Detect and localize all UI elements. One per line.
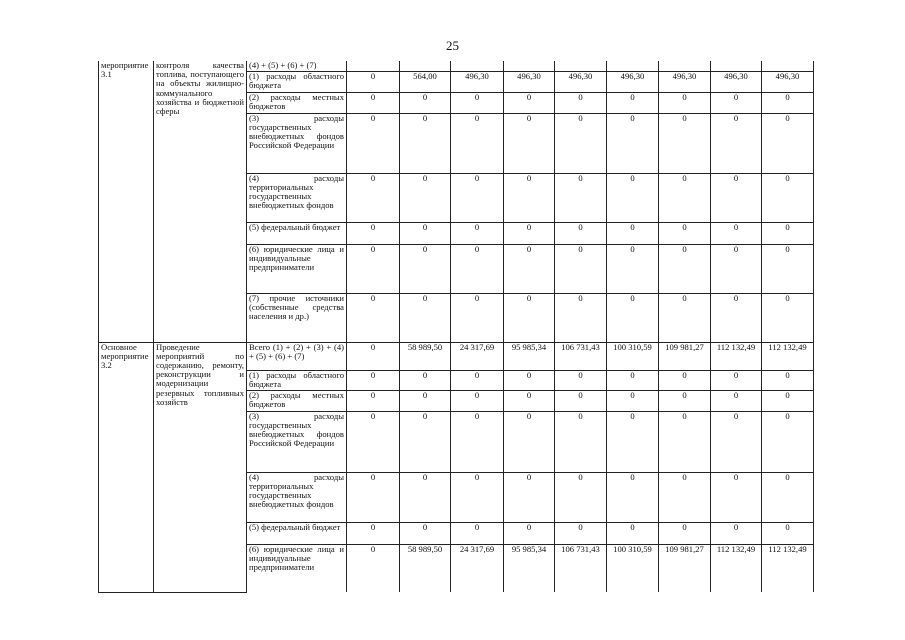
- amount-cell: 0: [451, 472, 504, 522]
- amount-cell: 0: [762, 472, 814, 522]
- amount-cell: 0: [762, 390, 814, 411]
- amount-cell: 58 989,50: [400, 342, 451, 370]
- amount-cell: 0: [711, 472, 762, 522]
- amount-cell: 0: [400, 244, 451, 293]
- amount-cell: 0: [347, 293, 400, 342]
- amount-cell: [451, 61, 504, 71]
- amount-cell: 109 981,27: [659, 342, 711, 370]
- amount-cell: 0: [347, 113, 400, 173]
- amount-cell: [607, 61, 659, 71]
- funding-source-cell: (5) федеральный бюджет: [247, 522, 347, 544]
- amount-cell: 0: [451, 293, 504, 342]
- amount-cell: 0: [504, 522, 555, 544]
- amount-cell: 0: [504, 390, 555, 411]
- amount-cell: 0: [347, 244, 400, 293]
- funding-source-cell: (1) расходы областного бюджета: [247, 71, 347, 92]
- amount-cell: 0: [555, 222, 607, 244]
- amount-cell: 0: [711, 522, 762, 544]
- amount-cell: 0: [711, 411, 762, 472]
- amount-cell: 496,30: [711, 71, 762, 92]
- amount-cell: 24 317,69: [451, 342, 504, 370]
- amount-cell: 0: [659, 222, 711, 244]
- amount-cell: 0: [555, 411, 607, 472]
- amount-cell: 0: [607, 293, 659, 342]
- measure-name-cell: Проведение мероприятий по содержанию, ремонту, реконструкции и модернизации резервных топливных хозяйств: [154, 342, 247, 592]
- funding-source-cell: (5) федеральный бюджет: [247, 222, 347, 244]
- amount-cell: 0: [555, 522, 607, 544]
- amount-cell: 0: [347, 342, 400, 370]
- amount-cell: 0: [659, 113, 711, 173]
- amount-cell: 0: [762, 370, 814, 390]
- amount-cell: 95 985,34: [504, 342, 555, 370]
- amount-cell: 0: [347, 222, 400, 244]
- amount-cell: 496,30: [762, 71, 814, 92]
- amount-cell: 0: [400, 522, 451, 544]
- funding-source-cell: (7) прочие источники (собственные средства населения и др.): [247, 293, 347, 342]
- funding-source-cell: (3) расходы государственных внебюджетных фондов Российской Федерации: [247, 411, 347, 472]
- funding-source-cell: (4) расходы территориальных государственных внебюджетных фондов: [247, 173, 347, 222]
- amount-cell: 0: [711, 113, 762, 173]
- page-number: 25: [446, 38, 459, 53]
- amount-cell: 0: [659, 390, 711, 411]
- amount-cell: 0: [347, 390, 400, 411]
- funding-source-cell: (6) юридические лица и индивидуальные предприниматели: [247, 244, 347, 293]
- amount-cell: 0: [711, 92, 762, 113]
- amount-cell: 106 731,43: [555, 342, 607, 370]
- amount-cell: 106 731,43: [555, 544, 607, 592]
- amount-cell: 0: [762, 522, 814, 544]
- amount-cell: 496,30: [555, 71, 607, 92]
- amount-cell: 0: [607, 390, 659, 411]
- table-body: [99, 61, 814, 592]
- amount-cell: 0: [762, 222, 814, 244]
- amount-cell: 0: [607, 222, 659, 244]
- amount-cell: 0: [400, 472, 451, 522]
- amount-cell: 0: [659, 370, 711, 390]
- amount-cell: 58 989,50: [400, 544, 451, 592]
- amount-cell: 0: [504, 222, 555, 244]
- amount-cell: 112 132,49: [762, 544, 814, 592]
- amount-cell: 0: [555, 173, 607, 222]
- table-row: [99, 61, 814, 71]
- amount-cell: 0: [762, 411, 814, 472]
- amount-cell: [555, 61, 607, 71]
- amount-cell: 112 132,49: [711, 544, 762, 592]
- amount-cell: 0: [555, 370, 607, 390]
- amount-cell: 0: [347, 472, 400, 522]
- amount-cell: 0: [347, 92, 400, 113]
- amount-cell: [400, 61, 451, 71]
- amount-cell: 0: [400, 173, 451, 222]
- amount-cell: 0: [607, 411, 659, 472]
- amount-cell: 0: [762, 113, 814, 173]
- amount-cell: 0: [607, 244, 659, 293]
- amount-cell: 0: [555, 113, 607, 173]
- amount-cell: [659, 61, 711, 71]
- amount-cell: 0: [347, 71, 400, 92]
- amount-cell: 0: [555, 293, 607, 342]
- amount-cell: [711, 61, 762, 71]
- funding-source-cell: (4) расходы территориальных государственных внебюджетных фондов: [247, 472, 347, 522]
- amount-cell: 496,30: [607, 71, 659, 92]
- amount-cell: 0: [504, 293, 555, 342]
- amount-cell: 0: [400, 370, 451, 390]
- amount-cell: 0: [659, 92, 711, 113]
- amount-cell: 0: [400, 293, 451, 342]
- amount-cell: 0: [607, 472, 659, 522]
- amount-cell: 0: [711, 244, 762, 293]
- amount-cell: 0: [451, 222, 504, 244]
- funding-source-cell: (6) юридические лица и индивидуальные предприниматели: [247, 544, 347, 592]
- amount-cell: 0: [711, 293, 762, 342]
- amount-cell: 0: [711, 173, 762, 222]
- amount-cell: 112 132,49: [711, 342, 762, 370]
- amount-cell: 0: [400, 92, 451, 113]
- amount-cell: 0: [504, 370, 555, 390]
- amount-cell: [347, 61, 400, 71]
- amount-cell: 0: [711, 222, 762, 244]
- amount-cell: 0: [451, 370, 504, 390]
- amount-cell: 0: [347, 370, 400, 390]
- amount-cell: 0: [607, 173, 659, 222]
- amount-cell: 496,30: [659, 71, 711, 92]
- amount-cell: 100 310,59: [607, 342, 659, 370]
- amount-cell: 0: [711, 370, 762, 390]
- amount-cell: 0: [607, 370, 659, 390]
- funding-source-cell: (3) расходы государственных внебюджетных фондов Российской Федерации: [247, 113, 347, 173]
- amount-cell: 0: [451, 390, 504, 411]
- amount-cell: 0: [659, 244, 711, 293]
- amount-cell: 0: [607, 522, 659, 544]
- amount-cell: 0: [555, 390, 607, 411]
- amount-cell: 496,30: [451, 71, 504, 92]
- amount-cell: 0: [347, 173, 400, 222]
- amount-cell: 0: [659, 173, 711, 222]
- amount-cell: 0: [400, 411, 451, 472]
- amount-cell: 564,00: [400, 71, 451, 92]
- amount-cell: 0: [504, 411, 555, 472]
- amount-cell: 0: [451, 113, 504, 173]
- measure-code-cell: мероприятие 3.1: [99, 61, 154, 342]
- amount-cell: 496,30: [504, 71, 555, 92]
- amount-cell: 0: [762, 92, 814, 113]
- amount-cell: 0: [504, 113, 555, 173]
- amount-cell: [504, 61, 555, 71]
- amount-cell: 0: [400, 113, 451, 173]
- amount-cell: 0: [347, 522, 400, 544]
- amount-cell: 109 981,27: [659, 544, 711, 592]
- amount-cell: 0: [711, 390, 762, 411]
- table-row: [99, 342, 814, 370]
- amount-cell: 0: [555, 244, 607, 293]
- funding-source-cell: (4) + (5) + (6) + (7): [247, 61, 347, 71]
- funding-source-cell: (2) расходы местных бюджетов: [247, 390, 347, 411]
- amount-cell: 0: [607, 113, 659, 173]
- amount-cell: 0: [400, 222, 451, 244]
- amount-cell: 0: [451, 244, 504, 293]
- amount-cell: 0: [555, 92, 607, 113]
- amount-cell: 0: [659, 522, 711, 544]
- amount-cell: 0: [347, 411, 400, 472]
- amount-cell: 0: [659, 472, 711, 522]
- amount-cell: 0: [762, 293, 814, 342]
- funding-source-cell: (2) расходы местных бюджетов: [247, 92, 347, 113]
- funding-source-cell: (1) расходы областного бюджета: [247, 370, 347, 390]
- measure-code-cell: Основное мероприятие 3.2: [99, 342, 154, 592]
- amount-cell: 112 132,49: [762, 342, 814, 370]
- amount-cell: 0: [504, 92, 555, 113]
- measure-name-cell: контроля качества топлива, поступающего на объекты жилищно-коммунального хозяйства и бюджетной сферы: [154, 61, 247, 342]
- amount-cell: 0: [504, 173, 555, 222]
- amount-cell: 0: [504, 472, 555, 522]
- amount-cell: 0: [451, 173, 504, 222]
- budget-table: [98, 61, 814, 593]
- amount-cell: 100 310,59: [607, 544, 659, 592]
- amount-cell: 0: [659, 411, 711, 472]
- amount-cell: 0: [762, 173, 814, 222]
- amount-cell: 0: [659, 293, 711, 342]
- amount-cell: 0: [762, 244, 814, 293]
- amount-cell: 0: [451, 522, 504, 544]
- amount-cell: [762, 61, 814, 71]
- amount-cell: 0: [451, 411, 504, 472]
- amount-cell: 24 317,69: [451, 544, 504, 592]
- amount-cell: 0: [504, 244, 555, 293]
- amount-cell: 95 985,34: [504, 544, 555, 592]
- amount-cell: 0: [451, 92, 504, 113]
- amount-cell: 0: [607, 92, 659, 113]
- amount-cell: 0: [555, 472, 607, 522]
- funding-source-cell: Всего (1) + (2) + (3) + (4) + (5) + (6) + (7): [247, 342, 347, 370]
- amount-cell: 0: [347, 544, 400, 592]
- amount-cell: 0: [400, 390, 451, 411]
